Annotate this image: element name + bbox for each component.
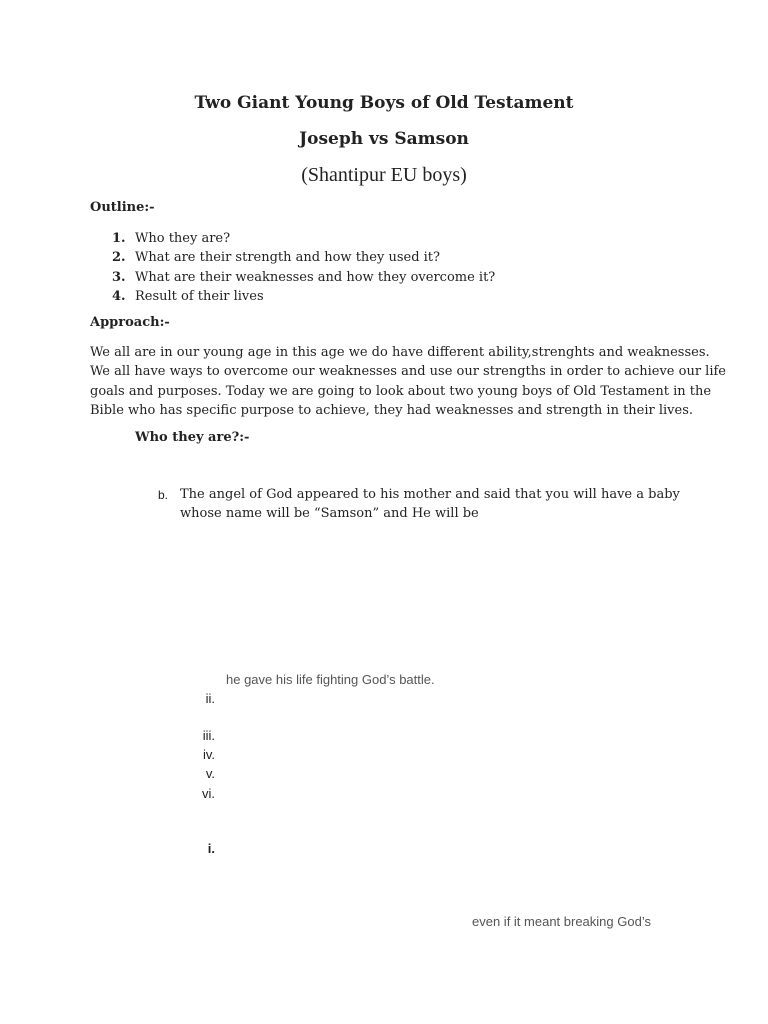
outline-heading: Outline:- [90, 200, 155, 215]
outline-item [90, 287, 710, 306]
approach-heading: Approach:- [90, 315, 170, 330]
outline-item-number: 3. [112, 269, 126, 285]
approach-paragraph [90, 343, 730, 420]
fragment-battle: he gave his life fighting God’s battle. [226, 672, 435, 687]
roman-numeral: vi. [202, 786, 215, 801]
roman-numeral: ii. [205, 691, 215, 706]
document-subtitle: Joseph vs Samson [299, 129, 469, 149]
outline-item-text: What are their weaknesses and how they overcome it? [135, 269, 496, 285]
outline-item-number: 4. [112, 288, 126, 304]
approach-line: goals and purposes. Today we are going to look about two young boys of Old Testament in the [90, 383, 712, 399]
document-title: Two Giant Young Boys of Old Testament [194, 93, 574, 113]
outline-item-number: 2. [112, 250, 126, 266]
outline-item-text: What are their strength and how they used it? [135, 250, 440, 266]
approach-line: We all are in our young age in this age we do have different ability,strenghts and weaknesses. [90, 345, 710, 360]
item-b-text [180, 485, 700, 524]
outline-item [90, 268, 710, 287]
fragment-breaking: even if it meant breaking God’s [472, 914, 651, 929]
roman-numeral: v. [205, 766, 215, 781]
outline-item-text: Result of their lives [135, 288, 264, 304]
outline-item-number: 1. [112, 231, 126, 246]
who-heading: Who they are?:- [135, 430, 250, 445]
roman-numeral: iii. [202, 728, 215, 743]
item-b-line: whose name will be “Samson” and He will be [180, 506, 479, 522]
approach-line: Bible who has specific purpose to achieve, they had weaknesses and strength in their lives. [90, 402, 694, 418]
outline-item [90, 229, 710, 248]
roman-numeral: iv. [202, 747, 215, 762]
item-b-line: The angel of God appeared to his mother and said that you will have a baby [180, 487, 680, 502]
approach-line: We all have ways to overcome our weaknesses and use our strengths in order to achieve our life [90, 364, 726, 380]
outline-list [90, 229, 710, 306]
item-b-marker: b. [158, 488, 169, 502]
group-name: (Shantipur EU boys) [301, 164, 467, 186]
roman-numeral-bold: i. [207, 841, 215, 856]
outline-item [90, 248, 710, 267]
outline-item-text: Who they are? [135, 231, 231, 246]
